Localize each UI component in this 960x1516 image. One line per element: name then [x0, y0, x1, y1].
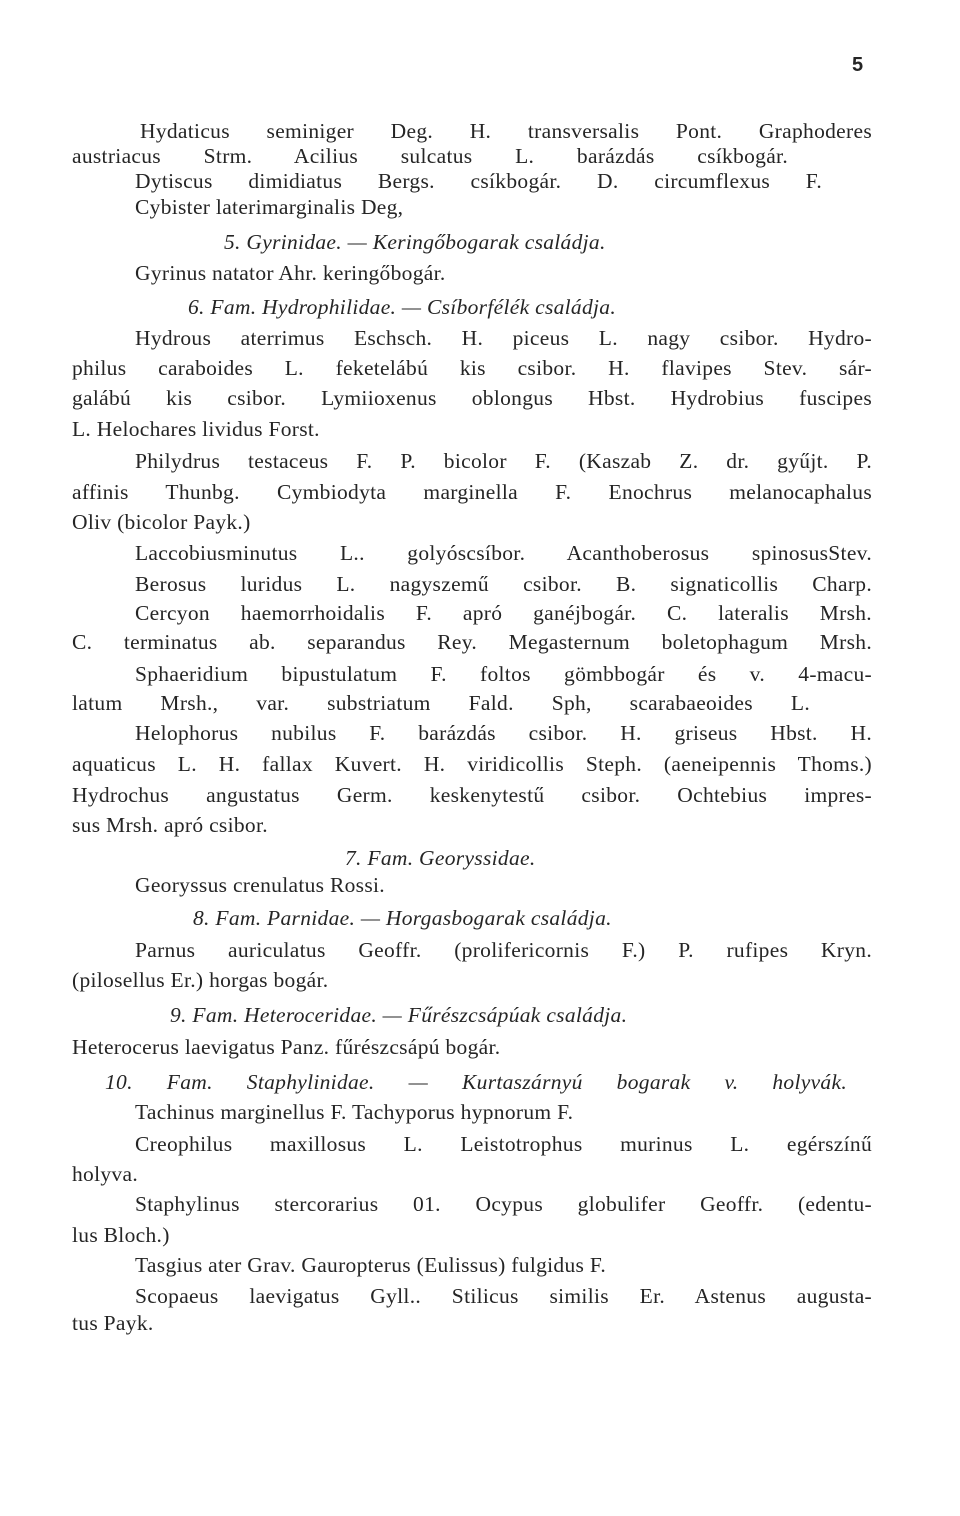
section-heading: 5. Gyrinidae. — Keringőbogarak családja. — [224, 230, 606, 254]
text-line: Dytiscus dimidiatus Bergs. csíkbogár. D. circumflexus F. — [135, 169, 822, 193]
text-line: Oliv (bicolor Payk.) — [72, 510, 251, 534]
text-line: Cercyon haemorrhoidalis F. apró ganéjbogár. C. lateralis Mrsh. — [135, 601, 872, 625]
text-line: Philydrus testaceus F. P. bicolor F. (Kaszab Z. dr. gyűjt. P. — [135, 449, 872, 473]
text-line: Staphylinus stercorarius 01. Ocypus globulifer Geoffr. (edentu- — [135, 1192, 872, 1216]
text-line: Berosus luridus L. nagyszemű csibor. B. signaticollis Charp. — [135, 572, 872, 596]
section-heading: 9. Fam. Heteroceridae. — Fűrészcsápúak családja. — [170, 1003, 628, 1027]
text-line: Hydrous aterrimus Eschsch. H. piceus L. nagy csibor. Hydro- — [135, 326, 872, 350]
text-line: Creophilus maxillosus L. Leistotrophus murinus L. egérszínű — [135, 1132, 872, 1156]
text-line: austriacus Strm. Acilius sulcatus L. barázdás csíkbogár. — [72, 144, 788, 168]
page-number: 5 — [852, 54, 864, 76]
text-line: (pilosellus Er.) horgas bogár. — [72, 968, 329, 992]
text-line: lus Bloch.) — [72, 1223, 170, 1247]
text-line: Laccobiusminutus L.. golyóscsíbor. Acanthoberosus spinosusStev. — [135, 541, 872, 565]
text-line: tus Payk. — [72, 1311, 154, 1335]
text-line: Hydrochus angustatus Germ. keskenytestű csibor. Ochtebius impres- — [72, 783, 872, 807]
text-line: aquaticus L. H. fallax Kuvert. H. viridicollis Steph. (aeneipennis Thoms.) — [72, 752, 872, 776]
text-line: Georyssus crenulatus Rossi. — [135, 873, 385, 897]
text-line: Gyrinus natator Ahr. keringőbogár. — [135, 261, 446, 285]
section-heading: 6. Fam. Hydrophilidae. — Csíborfélék családja. — [188, 295, 617, 319]
section-heading: 8. Fam. Parnidae. — Horgasbogarak családja. — [193, 906, 612, 930]
text-line: L. Helochares lividus Forst. — [72, 417, 320, 441]
text-line: sus Mrsh. apró csibor. — [72, 813, 268, 837]
section-heading: 10. Fam. Staphylinidae. — Kurtaszárnyú bogarak v. holyvák. — [105, 1070, 847, 1094]
text-line: Scopaeus laevigatus Gyll.. Stilicus similis Er. Astenus augusta- — [135, 1284, 872, 1308]
section-heading: 7. Fam. Georyssidae. — [345, 846, 536, 870]
text-line: C. terminatus ab. separandus Rey. Megasternum boletophagum Mrsh. — [72, 630, 872, 654]
text-line: philus caraboides L. feketelábú kis csibor. H. flavipes Stev. sár- — [72, 356, 872, 380]
text-line: Heterocerus laevigatus Panz. fűrészcsápú bogár. — [72, 1035, 501, 1059]
text-line: galábú kis csibor. Lymiioxenus oblongus Hbst. Hydrobius fuscipes — [72, 386, 872, 410]
text-line: Cybister laterimarginalis Deg, — [135, 195, 404, 219]
text-line: latum Mrsh., var. substriatum Fald. Sph, scarabaeoides L. — [72, 691, 810, 715]
text-line: Tachinus marginellus F. Tachyporus hypnorum F. — [135, 1100, 574, 1124]
text-line: Hydaticus seminiger Deg. H. transversalis Pont. Graphoderes — [140, 119, 872, 143]
text-line: affinis Thunbg. Cymbiodyta marginella F. Enochrus melanocaphalus — [72, 480, 872, 504]
text-line: Parnus auriculatus Geoffr. (prolifericornis F.) P. rufipes Kryn. — [135, 938, 872, 962]
text-line: Tasgius ater Grav. Gauropterus (Eulissus) fulgidus F. — [135, 1253, 607, 1277]
text-line: Helophorus nubilus F. barázdás csibor. H. griseus Hbst. H. — [135, 721, 872, 745]
text-line: Sphaeridium bipustulatum F. foltos gömbbogár és v. 4-macu- — [135, 662, 872, 686]
text-line: holyva. — [72, 1162, 138, 1186]
